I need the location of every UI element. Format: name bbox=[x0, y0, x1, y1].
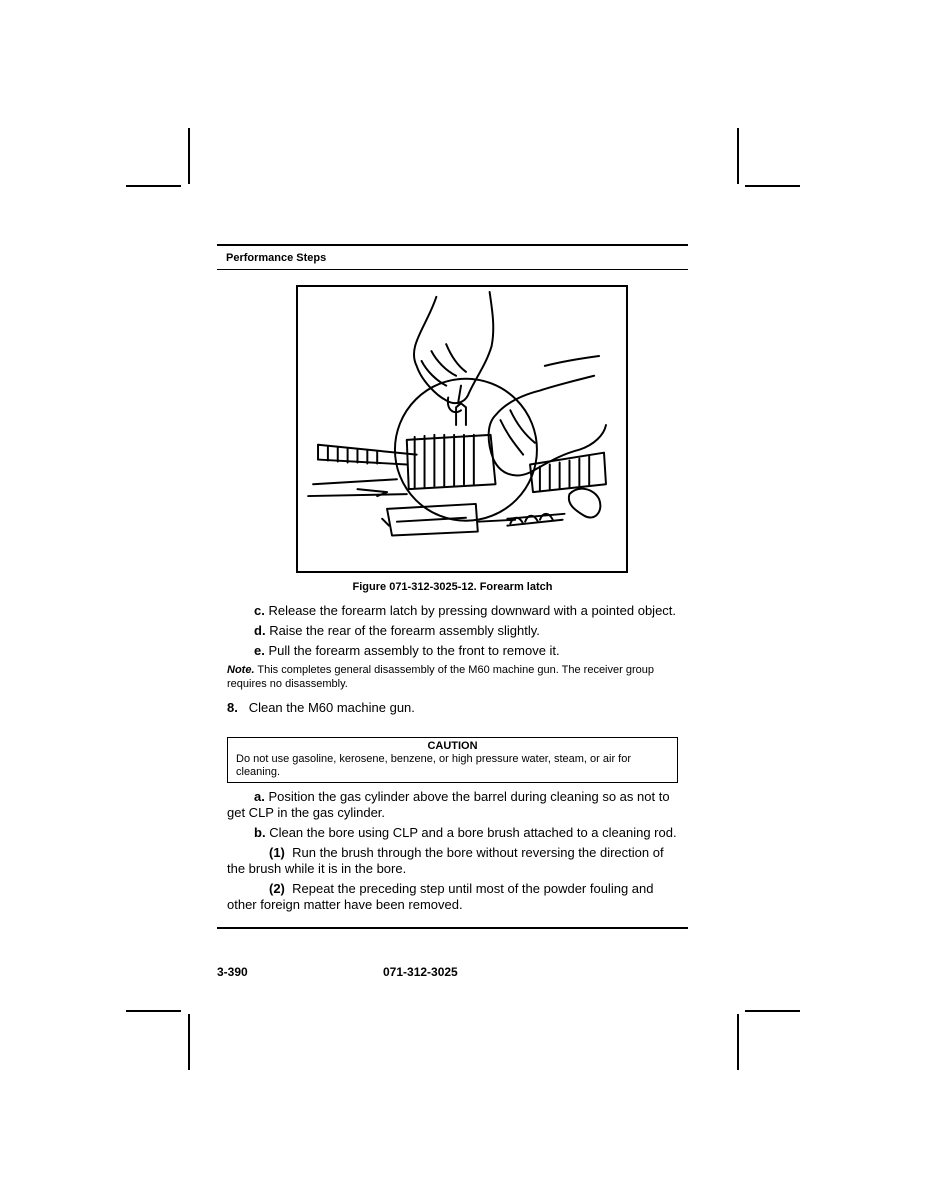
step-text: Release the forearm latch by pressing downward with a pointed object. bbox=[268, 603, 677, 618]
crop-mark bbox=[126, 1010, 181, 1012]
section-title: Performance Steps bbox=[226, 252, 327, 264]
step-e bbox=[227, 643, 679, 659]
step-text: Clean the bore using CLP and a bore brush attached to a cleaning rod. bbox=[269, 825, 677, 840]
crop-mark bbox=[126, 185, 181, 187]
caution-text: Do not use gasoline, kerosene, benzene, or high pressure water, steam, or air for cleaning. bbox=[236, 753, 631, 778]
note-label: Note. bbox=[227, 664, 255, 676]
step-d bbox=[227, 623, 679, 639]
section-header bbox=[217, 244, 688, 270]
step-label: d. bbox=[254, 623, 266, 638]
note bbox=[227, 663, 679, 691]
substep-b2 bbox=[227, 881, 679, 913]
step-label: c. bbox=[254, 603, 265, 618]
step-c bbox=[227, 603, 679, 619]
substep-b bbox=[227, 825, 679, 841]
step-label: a. bbox=[254, 789, 265, 804]
crop-mark bbox=[188, 128, 190, 184]
crop-mark bbox=[745, 185, 800, 187]
page-number: 3-390 bbox=[217, 965, 248, 979]
crop-mark bbox=[737, 128, 739, 184]
forearm-latch-illustration bbox=[296, 285, 628, 573]
step-text: Repeat the preceding step until most of the powder fouling and other foreign matter have been removed. bbox=[227, 881, 654, 912]
substep-b1 bbox=[227, 845, 679, 877]
step-label: (1) bbox=[269, 845, 285, 860]
step-list bbox=[227, 603, 679, 716]
footer-rule bbox=[217, 927, 688, 929]
crop-mark bbox=[737, 1014, 739, 1070]
figure-caption: Figure 071-312-3025-12. Forearm latch bbox=[352, 581, 553, 593]
step-text: Run the brush through the bore without reversing the direction of the brush while it is in the bore. bbox=[227, 845, 664, 876]
crop-mark bbox=[745, 1010, 800, 1012]
step-text: Raise the rear of the forearm assembly slightly. bbox=[269, 623, 540, 638]
step-label: (2) bbox=[269, 881, 285, 896]
header-bottom-rule bbox=[217, 269, 688, 270]
machine-gun-drawing bbox=[298, 287, 626, 571]
note-text: This completes general disassembly of the M60 machine gun. The receiver group requires no disassembly. bbox=[227, 664, 654, 690]
step-text: Position the gas cylinder above the barrel during cleaning so as not to get CLP in the gas cylinder. bbox=[227, 789, 670, 820]
crop-mark bbox=[188, 1014, 190, 1070]
cleaning-steps bbox=[227, 789, 679, 913]
step-text: Pull the forearm assembly to the front to remove it. bbox=[268, 643, 560, 658]
step-label: e. bbox=[254, 643, 265, 658]
task-number: 071-312-3025 bbox=[383, 965, 458, 979]
step-8 bbox=[227, 700, 679, 716]
step-label: 8. bbox=[227, 700, 238, 715]
substep-a bbox=[227, 789, 679, 821]
caution-box bbox=[227, 737, 678, 783]
step-label: b. bbox=[254, 825, 266, 840]
step-text: Clean the M60 machine gun. bbox=[248, 700, 415, 715]
caution-title: CAUTION bbox=[427, 740, 478, 752]
